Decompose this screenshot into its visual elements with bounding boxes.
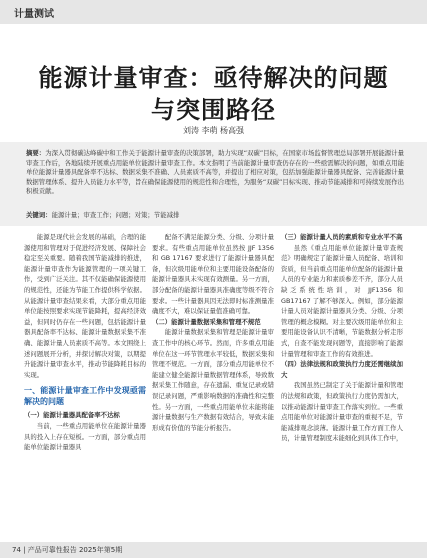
article-title-line2: 与突围路径	[151, 95, 276, 124]
keywords-text: 能源计量；审查工作；问题；对策；节能减排	[51, 211, 180, 219]
header-bar	[0, 0, 427, 24]
page-footer: 74 | 产品可靠性报告 2025年第5期	[12, 546, 123, 554]
paragraph: 能源计量数据采集和管理是能源计量审查工作中的核心环节。然而，许多重点用能单位在这一环节管理水平较低，数据采集和管理不规范。一方面，部分重点用能单位不能建立健全能源计量数据管理体系，导致数据采集工作随意，存在遗漏、重复记录或错误记录问题，严重影响数据的准确性和完整性。另一方面，一些重点用能单位未能将能源计量数据与生产数据有效结合，导致未能形成有价值的节能分析报告。	[152, 328, 274, 432]
keywords-label: 关键词：	[26, 211, 52, 219]
subsection-heading: （二）能源计量数据采集和管理不规范	[152, 317, 261, 326]
footer-bar	[0, 542, 427, 558]
abstract-text: 为深入贯彻碳达峰碳中和工作关于能源计量审查的决策部署，助力实现“双碳”目标，在国家市场监督管理总局部署开展能源计量审查工作后，各地陆续开展重点用能单位能源计量审查工作。本文指明了当前能源计量审查仍存在的一些亟需解决的问题，如重点用能单位能源计量器具配备率不达标、数据采集不准确、人员素质不高等，并提出了相应对策，包括加强能源计量器具配备、完善能源计量数据管理体系、提升人员能力水平等，旨在确保能源使用的规范性和合理性，为服务“双碳”目标实现、推动节能减排和可持续发展作出积极贡献。	[26, 149, 405, 196]
abstract	[26, 149, 404, 197]
paragraph: 虽然《重点用能单位能源计量审查规范》明确规定了能源计量人员配备、培训和资质，但当前重点用能单位配备的能源计量人员的专业能力和素质参差不齐，部分人员缺乏系统性培训，对 JJF1356 和 GB17167 了解不够深入。例如，部分能源计量人员对能源计量器具分类、分级、分项管理的概念模糊。对主要次级用能单位和主要用能设备认识不清晰，节能数据分析走形式，自查不能发现问题等，直接影响了能源计量管理和审查工作的有效推进。	[281, 243, 403, 358]
paragraph: 能源是现代社会发展的基础，合理的能源使用和管理对于促进经济发展、保障社会稳定至关重要。随着我国节能减排的推进，能源计量审查作为能源管理的一项关键工作，受到广泛关注。其不仅能确保能源使用的规范性，还能为节能工作提供科学依据。从能源计量审查结果来看，大部分重点用能单位能按照要求实现节能降耗，提高经济效益，但同时仍存在一些问题，包括能源计量器具配备率不达标、能源计量数据采集不准确、能源计量人员素质不高等。本文围绕上述问题展开分析，并探讨解决对策，以期提升能源计量审查水平，推动节能降耗目标的实现。	[24, 233, 146, 379]
keywords	[26, 210, 404, 219]
section-heading: 一、能源计量审查工作中发现亟需解决的问题	[24, 386, 146, 407]
paragraph: 当前，一些重点用能单位在能源计量器具的投入上存在短板。一方面，部分重点用能单位能源计量器具	[24, 421, 146, 452]
article-title-line1: 能源计量审查：亟待解决的问题	[38, 63, 389, 92]
subsection-heading: （一）能源计量器具配备率不达标	[24, 411, 120, 420]
paragraph: 我国虽然已制定了关于能源计量和管理的法规和政策，但政策执行力度仍需加大，以推动能源计量审查工作落实到位。一些重点用能单位对能源计量审查的重视不足，节能减排观念淡薄。能源计量工作方面工作人员，计量管理制度未能细化到具体工作中，	[281, 381, 403, 443]
authors: 刘涛 李萌 杨高强	[182, 126, 245, 135]
body-column-3	[281, 232, 403, 444]
body-column-2	[152, 232, 274, 433]
abstract-label: 摘要：	[26, 149, 46, 157]
subsection-heading: （三）能源计量人员的素质和专业水平不高	[281, 233, 403, 241]
section-label: 计量测试	[14, 9, 54, 20]
subsection-heading: （四）法律法规和政策执行力度还需继续加大	[281, 360, 403, 379]
paragraph: 配备不满足能源分类、分级、分项计量要求。有些重点用能单位虽然按 JJF 1356 和 GB 17167 要求进行了能源计量器具配备，但次级用能单位和主要用能设备配备的能源计量器具未实现有效测量。另一方面，部分配备的能源计量器具准确度等级不符合要求。一些计量器具因无法即时标准测量准确度不大，难以保证量值准确可靠。	[152, 233, 274, 316]
body-column-1	[24, 232, 146, 453]
